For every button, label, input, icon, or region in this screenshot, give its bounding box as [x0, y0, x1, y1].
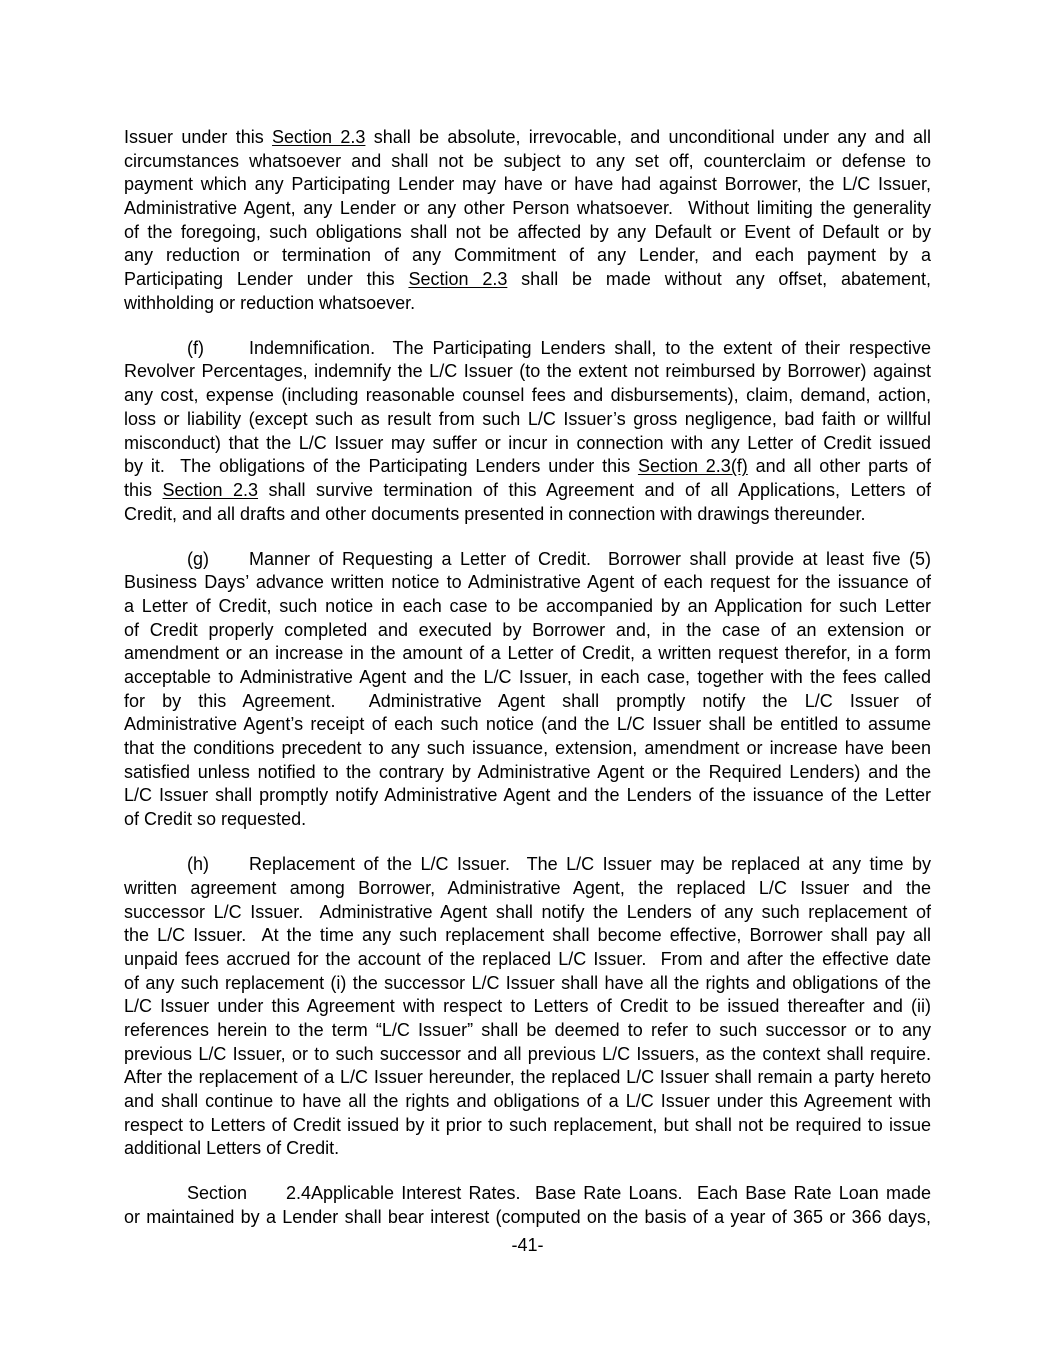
text-line: [124, 761, 931, 785]
text-line: [124, 995, 931, 1019]
text-line: [124, 173, 931, 197]
text-line: [124, 1019, 931, 1043]
paragraph: [124, 853, 931, 1161]
text-line: [124, 150, 931, 174]
paragraph-label: (g): [187, 548, 209, 569]
text-run: acceptable to Administrative Agent and the L/C Issuer, in each case, together with the fees called: [124, 667, 931, 688]
text-run: misconduct) that the L/C Issuer may suffer or incur in connection with any Letter of Credit issued: [124, 432, 931, 453]
text-line: [124, 1206, 931, 1230]
text-line: [124, 1182, 931, 1206]
text-run: written agreement among Borrower, Administrative Agent, the replaced L/C Issuer and the: [124, 877, 931, 898]
section-reference: Section 2.3: [408, 269, 508, 290]
text-run: and shall continue to have all the rights and obligations of a L/C Issuer under this Agreement with: [124, 1091, 931, 1112]
paragraph: [124, 126, 931, 316]
paragraph: [124, 1182, 931, 1229]
text-run: shall survive termination of this Agreement and of all Applications, Letters of: [258, 479, 931, 500]
text-run: loss or liability (except such as result from such L/C Issuer’s gross negligence, bad faith or willful: [124, 408, 931, 429]
text-run: respect to Letters of Credit issued by it prior to such replacement, but shall not be required to issue: [124, 1114, 931, 1135]
text-run: additional Letters of Credit.: [124, 1138, 340, 1159]
text-run: Manner of Requesting a Letter of Credit. Borrower shall provide at least five (5): [249, 548, 931, 569]
text-line: [124, 595, 931, 619]
text-line: [124, 1043, 931, 1067]
text-run: previous L/C Issuer, or to such successor and all previous L/C Issuers, as the context shall require.: [124, 1043, 931, 1064]
text-run: or maintained by a Lender shall bear interest (computed on the basis of a year of 365 or 366 days,: [124, 1207, 931, 1228]
text-run: L/C Issuer under this Agreement with respect to Letters of Credit to be issued thereafter and (ii): [124, 996, 931, 1017]
text-run: Replacement of the L/C Issuer. The L/C Issuer may be replaced at any time by: [249, 854, 931, 875]
text-run: a Letter of Credit, such notice in each case to be accompanied by an Application for such Letter: [124, 595, 931, 616]
text-line: [124, 877, 931, 901]
text-run: this: [124, 479, 163, 500]
text-line: [124, 455, 931, 479]
text-line: [124, 1066, 931, 1090]
text-run: Indemnification. The Participating Lenders shall, to the extent of their respective: [249, 337, 931, 358]
text-run: After the replacement of a L/C Issuer hereunder, the replaced L/C Issuer shall remain a party hereto: [124, 1067, 931, 1088]
text-run: for by this Agreement. Administrative Agent shall promptly notify the L/C Issuer of: [124, 690, 931, 711]
text-run: of Credit properly completed and executed by Borrower and, in the case of an extension or: [124, 619, 931, 640]
text-run: of any such replacement (i) the successor L/C Issuer shall have all the rights and obligations of the: [124, 972, 931, 993]
text-run: L/C Issuer shall promptly notify Administrative Agent and the Lenders of the issuance of the Letter: [124, 785, 931, 806]
text-line: [124, 571, 931, 595]
text-line: [124, 784, 931, 808]
text-run: Administrative Agent, any Lender or any other Person whatsoever. Without limiting the generality: [124, 198, 931, 219]
text-run: Issuer under this: [124, 127, 273, 147]
text-line: [124, 948, 931, 972]
text-line: [124, 853, 931, 877]
text-run: amendment or an increase in the amount of a Letter of Credit, a written request therefor, in a form: [124, 643, 931, 664]
text-run: shall be made without any offset, abatement,: [507, 269, 931, 290]
text-line: [124, 1090, 931, 1114]
text-run: withholding or reduction whatsoever.: [124, 292, 416, 313]
text-line: [124, 808, 931, 832]
text-line: [124, 642, 931, 666]
text-line: [124, 1114, 931, 1138]
paragraph-label: (f): [187, 337, 204, 358]
text-line: [124, 292, 931, 316]
text-run: satisfied unless notified to the contrary by Administrative Agent or the Required Lenders) and the: [124, 761, 931, 782]
text-line: [124, 360, 931, 384]
text-line: [124, 221, 931, 245]
text-run: Applicable Interest Rates. Base Rate Loans. Each Base Rate Loan made: [311, 1183, 931, 1204]
text-run: Administrative Agent’s receipt of each such notice (and the L/C Issuer shall be entitled to assume: [124, 714, 931, 735]
text-run: Participating Lender under this: [124, 269, 409, 290]
paragraph-label: (h): [187, 854, 209, 875]
text-line: [124, 268, 931, 292]
text-run: of the foregoing, such obligations shall not be affected by any Default or Event of Default or by: [124, 221, 931, 242]
section-reference: Section 2.3: [162, 479, 259, 500]
text-run: circumstances whatsoever and shall not be subject to any set off, counterclaim or defense to: [124, 150, 931, 171]
text-run: by it. The obligations of the Participating Lenders under this: [124, 456, 638, 477]
text-line: [124, 924, 931, 948]
text-run: any cost, expense (including reasonable counsel fees and disbursements), claim, demand, action,: [124, 385, 931, 406]
section-reference: Section 2.3(f): [637, 456, 748, 477]
paragraph-label: Section 2.4: [187, 1183, 311, 1204]
text-line: [124, 432, 931, 456]
text-line: [124, 503, 931, 527]
text-line: [124, 901, 931, 925]
text-run: Credit, and all drafts and other documents presented in connection with drawings thereunder.: [124, 503, 866, 524]
text-run: any reduction or termination of any Commitment of any Lender, and each payment by a: [124, 245, 931, 266]
text-line: [124, 713, 931, 737]
text-line: [124, 690, 931, 714]
text-run: the L/C Issuer. At the time any such replacement shall become effective, Borrower shall pay all: [124, 925, 931, 946]
text-run: that the conditions precedent to any such issuance, extension, amendment or increase have been: [124, 738, 931, 759]
text-run: references herein to the term “L/C Issuer” shall be deemed to refer to such successor or to any: [124, 1019, 931, 1040]
text-line: [124, 408, 931, 432]
text-line: [124, 1137, 931, 1161]
text-line: [124, 737, 931, 761]
text-line: [124, 548, 931, 572]
text-line: [124, 337, 931, 361]
text-run: payment which any Participating Lender may have or have had against Borrower, the L/C Issuer,: [124, 174, 931, 195]
text-run: successor L/C Issuer. Administrative Agent shall notify the Lenders of any such replacement of: [124, 901, 931, 922]
text-run: Business Days’ advance written notice to Administrative Agent of each request for the issuance of: [124, 572, 931, 593]
page-number: -41-: [511, 1235, 544, 1255]
body-text: [124, 126, 931, 1251]
section-reference: Section 2.3: [272, 127, 366, 147]
text-line: [124, 126, 931, 150]
text-line: [124, 244, 931, 268]
text-line: [124, 619, 931, 643]
text-line: [124, 384, 931, 408]
text-run: shall be absolute, irrevocable, and unconditional under any and all: [365, 127, 931, 147]
text-run: of Credit so requested.: [124, 809, 307, 830]
text-line: [124, 197, 931, 221]
text-run: unpaid fees accrued for the account of the replaced L/C Issuer. From and after the effective date: [124, 948, 931, 969]
text-line: [124, 972, 931, 996]
text-line: [124, 666, 931, 690]
paragraph: [124, 548, 931, 832]
text-run: and all other parts of: [747, 456, 931, 477]
text-line: [124, 479, 931, 503]
text-run: Revolver Percentages, indemnify the L/C Issuer (to the extent not reimbursed by Borrower) against: [124, 361, 931, 382]
paragraph: [124, 337, 931, 527]
